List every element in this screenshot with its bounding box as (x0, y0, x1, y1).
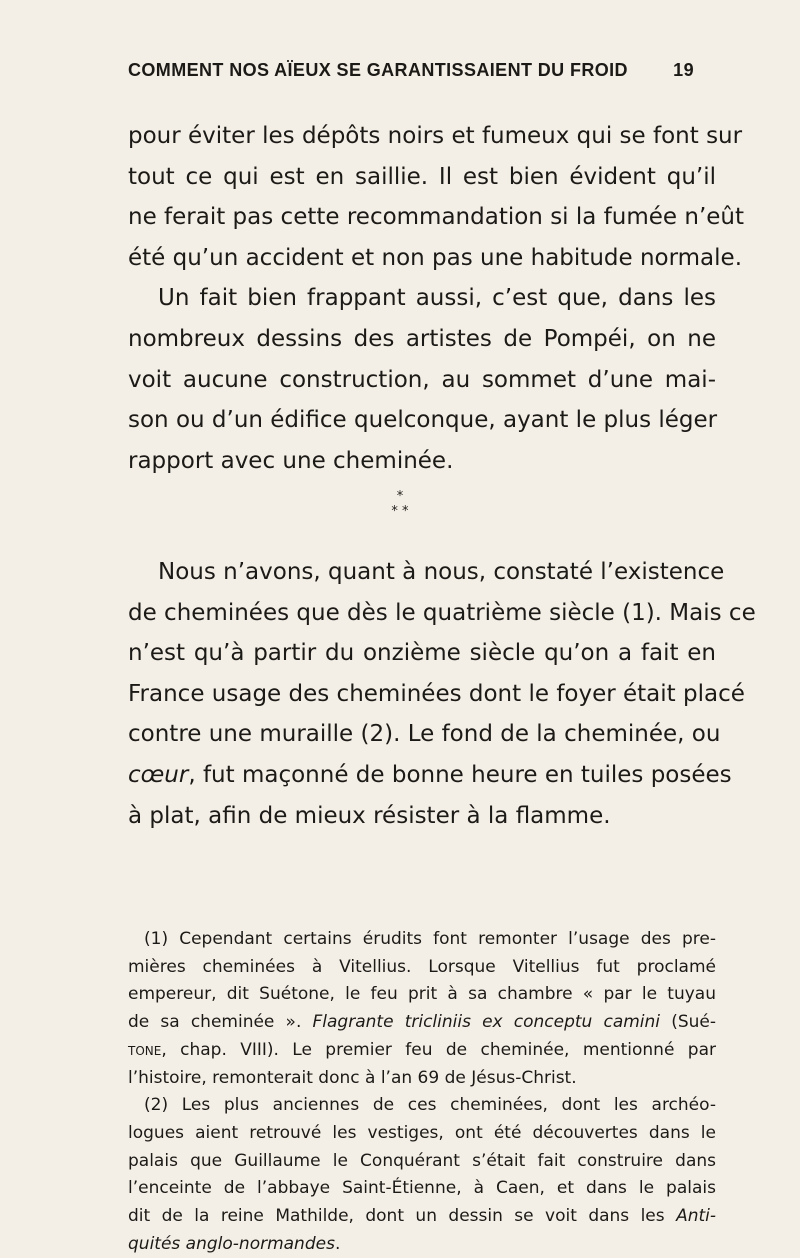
section-separator-top: * (396, 489, 404, 504)
text-line: ne ferait pas cette recommandation si la fumée n’eût (128, 204, 745, 231)
text-line: Un fait bien frappant aussi, c’est que, dans les (158, 285, 716, 312)
footnote-2 (128, 1092, 716, 1258)
footnote-line: (2) Les plus anciennes de ces cheminées, dont les archéo- (144, 1095, 716, 1116)
footnote-line (128, 1231, 716, 1258)
text-line: pour éviter les dépôts noirs et fumeux qui se font sur (128, 123, 743, 149)
text-fragment: , fut maçonné de bonne heure en tuiles posées (188, 761, 732, 788)
book-title: Anti- (676, 1206, 716, 1227)
footnote-line (128, 1037, 716, 1065)
footnotes (128, 926, 716, 1258)
text-line: de cheminées que dès le quatrième siècle (1). Mais ce (128, 599, 756, 626)
page-number: 19 (673, 60, 694, 80)
text-line: été qu’un accident et non pas une habitude normale. (128, 244, 743, 271)
footnote-line: l’histoire, remonterait donc à l’an 69 de Jésus-Christ. (128, 1067, 577, 1088)
footnote-line: l’enceinte de l’abbaye Saint-Étienne, à Caen, et dans le palais (128, 1178, 716, 1199)
text-line: tout ce qui est en saillie. Il est bien évident qu’il (128, 163, 716, 190)
text-fragment: , chap. VIII). Le premier feu de cheminée, mentionné par (161, 1039, 716, 1060)
text-fragment: dit de la reine Mathilde, dont un dessin se voit dans les (128, 1206, 677, 1227)
text-line: contre une muraille (2). Le fond de la cheminée, ou (128, 721, 721, 748)
paragraph-3 (128, 552, 756, 836)
footnote-1 (128, 926, 716, 1092)
running-head (128, 60, 694, 81)
footnote-line: mières cheminées à Vitellius. Lorsque Vitellius fut proclamé (128, 956, 716, 977)
text-line: à plat, afin de mieux résister à la flamme. (128, 802, 611, 829)
paragraph-2 (128, 278, 716, 481)
main-text (128, 116, 745, 481)
italic-word: cœur (128, 761, 189, 788)
text-line: voit aucune construction, au sommet d’une mai- (128, 366, 716, 393)
text-line: nombreux dessins des artistes de Pompéi, on ne (128, 325, 716, 352)
text-line: rapport avec une cheminée. (128, 447, 454, 474)
book-title: quités anglo-normandes (128, 1233, 335, 1254)
author-name-smallcaps: tone (128, 1039, 162, 1060)
footnote-line: palais que Guillaume le Conquérant s’était fait construire dans (128, 1150, 716, 1171)
text-fragment: . (334, 1233, 341, 1254)
text-line (128, 755, 732, 796)
text-fragment: de sa cheminée ». (128, 1012, 313, 1033)
main-text-continued (128, 552, 756, 836)
text-line: son ou d’un édifice quelconque, ayant le plus léger (128, 407, 718, 434)
section-separator-bottom: * * (391, 504, 409, 519)
text-fragment: (Sué- (660, 1012, 716, 1033)
footnote-line: empereur, dit Suétone, le feu prit à sa chambre « par le tuyau (128, 984, 716, 1005)
footnote-line (128, 1009, 716, 1037)
text-line: Nous n’avons, quant à nous, constaté l’existence (158, 559, 725, 585)
footnote-line: logues aient retrouvé les vestiges, ont été découvertes dans le (128, 1122, 716, 1143)
latin-quote: Flagrante tricliniis ex conceptu camini (312, 1012, 661, 1033)
footnote-line (128, 1203, 716, 1231)
text-line: n’est qu’à partir du onzième siècle qu’on a fait en (128, 640, 716, 667)
footnote-line: (1) Cependant certains érudits font remonter l’usage des pre- (144, 929, 716, 949)
running-head-title: COMMENT NOS AÏEUX SE GARANTISSAIENT DU FROID (128, 60, 628, 80)
paragraph-1 (128, 116, 745, 278)
text-line: France usage des cheminées dont le foyer était placé (128, 680, 745, 707)
